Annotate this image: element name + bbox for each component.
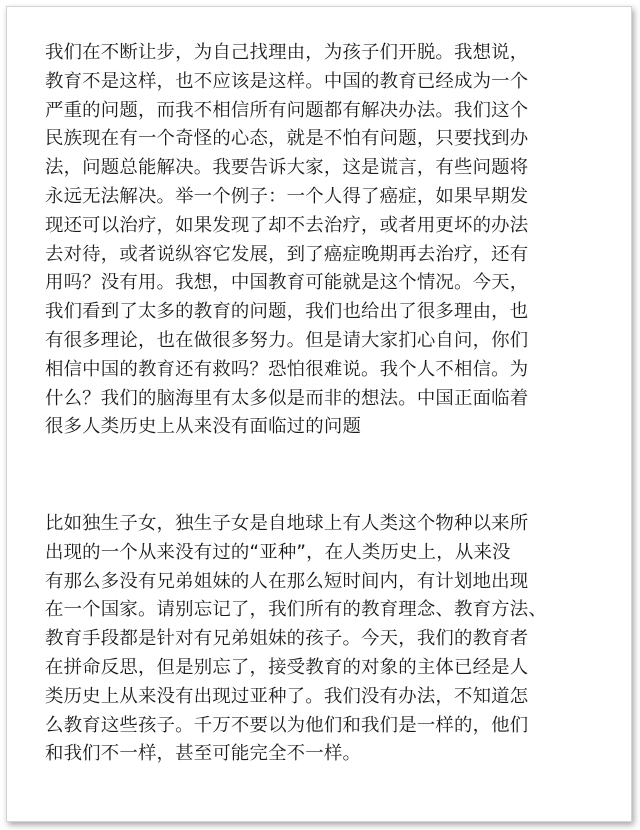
text-line: 么教育这些孩子。千万不要以为他们和我们是一样的，他们: [45, 714, 529, 736]
text-line: 教育手段都是针对有兄弟姐妹的孩子。今天，我们的教育者: [45, 628, 529, 650]
text-line: 法，问题总能解决。我要告诉大家，这是谎言，有些问题将: [45, 157, 529, 179]
paragraph-1: [45, 39, 601, 442]
text-line: 出现的一个从来没有过的“亚种”，在人类历史上，从来没: [45, 541, 511, 563]
text-line: 严重的问题，而我不相信所有问题都有解决办法。我们这个: [45, 99, 529, 121]
text-line: 民族现在有一个奇怪的心态，就是不怕有问题，只要找到办: [45, 128, 529, 150]
text-line: 我们在不断让步，为自己找理由，为孩子们开脱。我想说，: [45, 42, 529, 63]
text-line: 类历史上从来没有出现过亚种了。我们没有办法，不知道怎: [45, 685, 529, 707]
text-line: 很多人类历史上从来没有面临过的问题: [45, 416, 362, 438]
text-line: 在一个国家。请别忘记了，我们所有的教育理念、教育方法、: [45, 599, 547, 621]
text-line: 我们看到了太多的教育的问题，我们也给出了很多理由，也: [45, 301, 529, 323]
text-card: [6, 6, 632, 822]
text-line: 比如独生子女，独生子女是自地球上有人类这个物种以来所: [45, 513, 529, 534]
text-line: 和我们不一样，甚至可能完全不一样。: [45, 743, 362, 765]
paragraph-2: [45, 510, 601, 769]
text-line: 教育不是这样，也不应该是这样。中国的教育已经成为一个: [45, 70, 529, 92]
text-line: 相信中国的教育还有救吗？恐怕很难说。我个人不相信。为: [45, 358, 529, 380]
text-line: 去对待，或者说纵容它发展，到了癌症晚期再去治疗，还有: [45, 243, 529, 265]
text-line: 现还可以治疗，如果发现了却不去治疗，或者用更坏的办法: [45, 214, 529, 236]
text-line: 在拼命反思，但是别忘了，接受教育的对象的主体已经是人: [45, 656, 529, 678]
text-line: 用吗？没有用。我想，中国教育可能就是这个情况。今天，: [45, 272, 529, 294]
text-line: 永远无法解决。举一个例子：一个人得了癌症，如果早期发: [45, 185, 529, 207]
text-line: 有很多理论，也在做很多努力。但是请大家扪心自问，你们: [45, 329, 529, 351]
text-line: 什么？我们的脑海里有太多似是而非的想法。中国正面临着: [45, 387, 529, 409]
text-line: 有那么多没有兄弟姐妹的人在那么短时间内，有计划地出现: [45, 570, 529, 592]
